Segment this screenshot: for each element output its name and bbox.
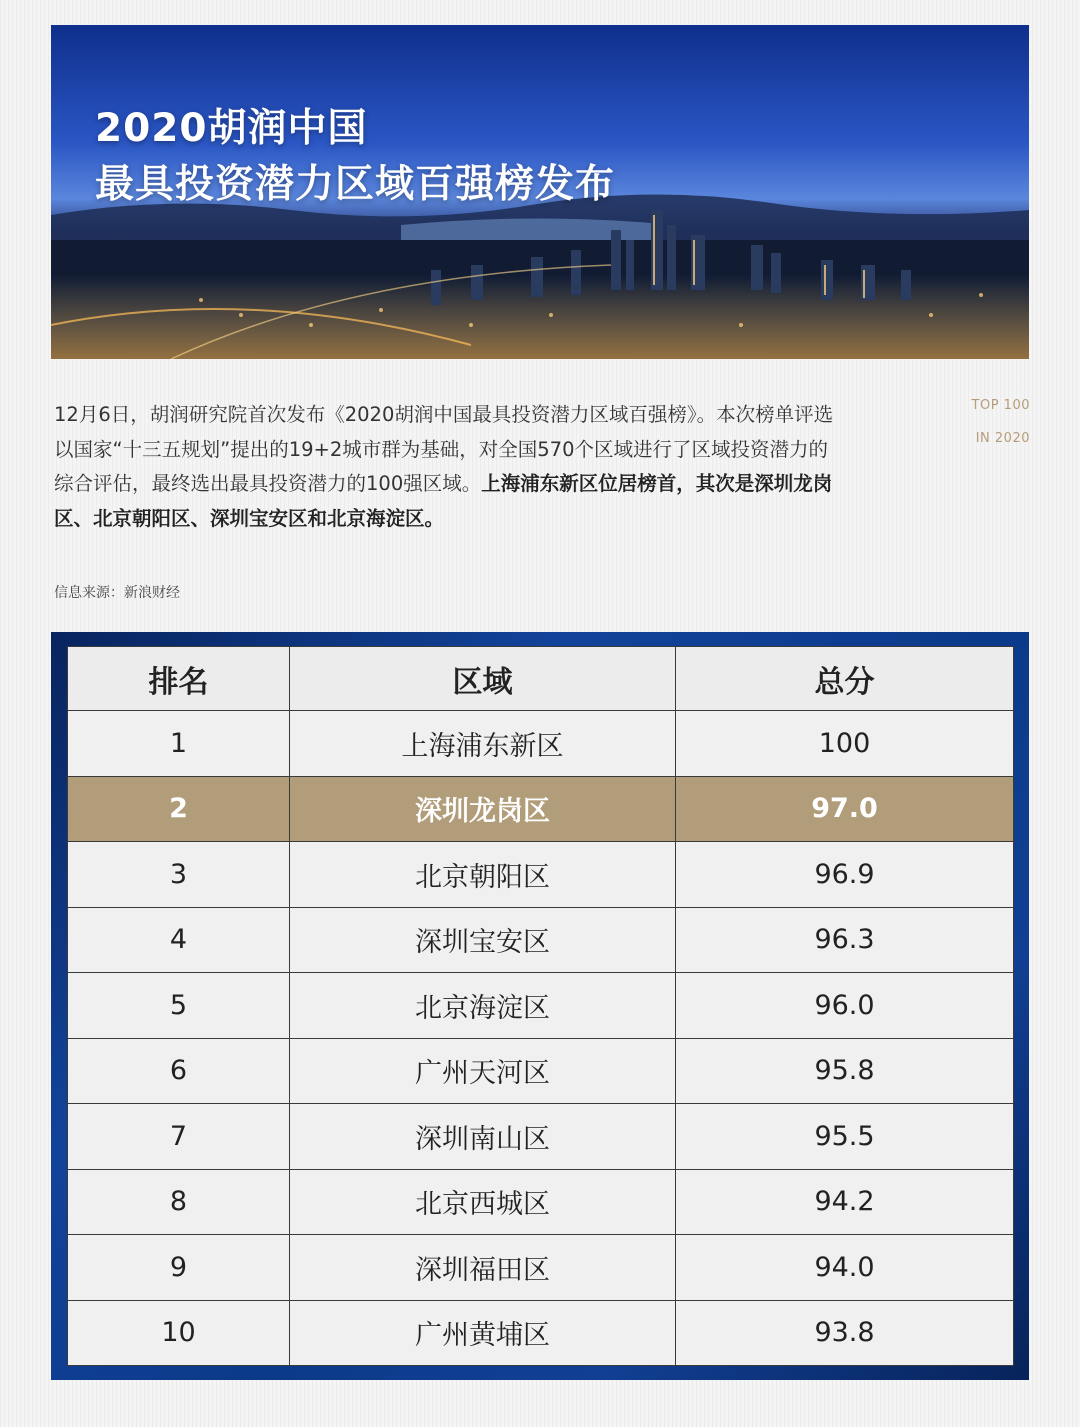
rank-cell: 8 (68, 1169, 290, 1235)
table-row (68, 711, 1014, 777)
year-tag: IN 2020 (975, 431, 1030, 446)
table-row (68, 1300, 1014, 1366)
score-cell: 96.9 (676, 842, 1014, 908)
region-cell: 广州天河区 (290, 1038, 676, 1104)
rank-cell: 3 (68, 842, 290, 908)
ranking-table-frame (51, 632, 1029, 1380)
table-row (68, 1104, 1014, 1170)
region-cell: 北京朝阳区 (290, 842, 676, 908)
region-cell: 北京西城区 (290, 1169, 676, 1235)
hero-title-line2: 最具投资潜力区域百强榜发布 (95, 162, 616, 207)
ranking-table (67, 646, 1014, 1366)
region-cell: 广州黄埔区 (290, 1300, 676, 1366)
score-cell: 96.3 (676, 907, 1014, 973)
rank-cell: 6 (68, 1038, 290, 1104)
rank-cell: 9 (68, 1235, 290, 1301)
rank-cell: 7 (68, 1104, 290, 1170)
table-row (68, 1235, 1014, 1301)
table-row (68, 1038, 1014, 1104)
intro-paragraph: 12月6日，胡润研究院首次发布《2020胡润中国最具投资潜力区域百强榜》。本次榜单评选以国家“十三五规划”提出的19+2城市群为基础，对全国570个区域进行了区域投资潜力的综合评估，最终选出最具投资潜力的100强区域。 (54, 403, 834, 495)
header-rank: 排名 (68, 647, 290, 711)
region-cell: 深圳龙岗区 (290, 776, 676, 842)
rank-cell: 10 (68, 1300, 290, 1366)
intro-text (54, 398, 834, 536)
table-row (68, 907, 1014, 973)
region-cell: 深圳福田区 (290, 1235, 676, 1301)
score-cell: 93.8 (676, 1300, 1014, 1366)
hero-title-line1: 2020胡润中国 (95, 106, 368, 151)
score-cell: 94.0 (676, 1235, 1014, 1301)
header-score: 总分 (676, 647, 1014, 711)
region-cell: 北京海淀区 (290, 973, 676, 1039)
score-cell: 95.8 (676, 1038, 1014, 1104)
score-cell: 96.0 (676, 973, 1014, 1039)
rank-cell: 2 (68, 776, 290, 842)
score-cell: 94.2 (676, 1169, 1014, 1235)
region-cell: 深圳南山区 (290, 1104, 676, 1170)
header-region: 区域 (290, 647, 676, 711)
table-row-highlighted (68, 776, 1014, 842)
score-cell: 97.0 (676, 776, 1014, 842)
rank-cell: 1 (68, 711, 290, 777)
score-cell: 95.5 (676, 1104, 1014, 1170)
table-row (68, 1169, 1014, 1235)
table-row (68, 973, 1014, 1039)
rank-cell: 5 (68, 973, 290, 1039)
region-cell: 上海浦东新区 (290, 711, 676, 777)
top100-tag: TOP 100 (971, 398, 1030, 413)
source-note: 信息来源：新浪财经 (54, 585, 180, 601)
hero-banner (51, 25, 1029, 359)
rank-cell: 4 (68, 907, 290, 973)
intro-highlight-sentence: 上海浦东新区位居榜首，其次是深圳龙岗区、北京朝阳区、深圳宝安区和北京海淀区。 (54, 472, 833, 530)
table-header-row (68, 647, 1014, 711)
table-row (68, 842, 1014, 908)
score-cell: 100 (676, 711, 1014, 777)
region-cell: 深圳宝安区 (290, 907, 676, 973)
